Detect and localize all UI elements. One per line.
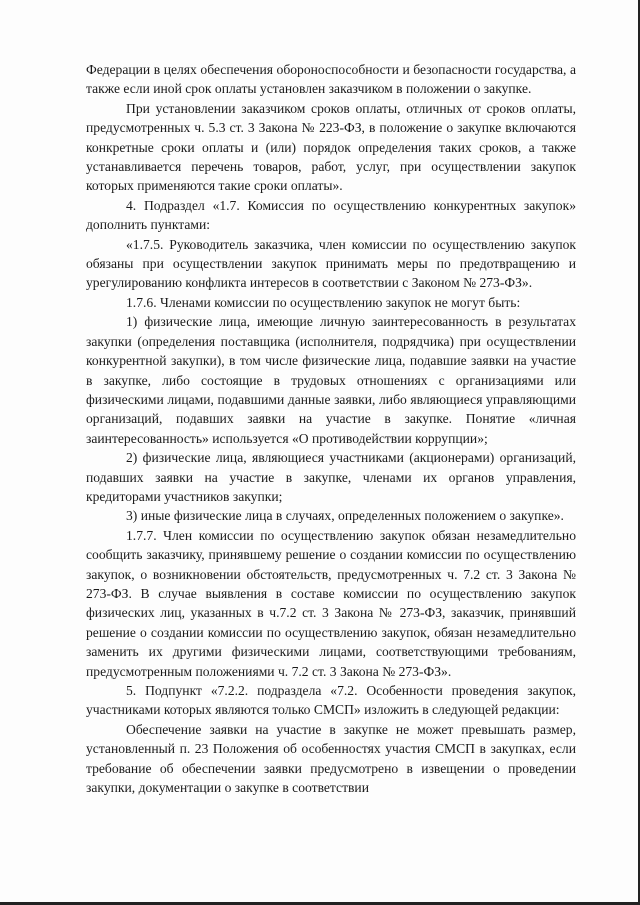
paragraph: Федерации в целях обеспечения обороноспособности и безопасности государства, а также если иной срок оплаты установлен заказчиком в положении о закупке. bbox=[86, 62, 576, 97]
paragraph: 2) физические лица, являющиеся участниками (акционерами) организаций, подавших заявки на участие в закупке, членами их органов управления, кредиторами участников закупки; bbox=[86, 450, 576, 504]
paragraph: 5. Подпункт «7.2.2. подраздела «7.2. Особенности проведения закупок, участниками которых являются только СМСП» изложить в следующей редакции: bbox=[86, 683, 576, 718]
paragraph: «1.7.5. Руководитель заказчика, член комиссии по осуществлению закупок обязаны при осуществлении закупок принимать меры по предотвращению и урегулированию конфликта интересов в соответствии с Законом № 273-ФЗ». bbox=[86, 236, 576, 291]
paragraph: 1) физические лица, имеющие личную заинтересованность в результатах закупки (определения поставщика (исполнителя, подрядчика) при осуществлении конкурентной закупки), в том числе физические лица, подавшие заявки на участие в закупке, либо состоящие в трудовых отношениях с организациями или физическими лицами, подавшими данные заявки, либо являющиеся управляющими организаций, подавших заявки на участие в закупке. Понятие «личная заинтересованность» используется «О противодействии коррупции»; bbox=[86, 314, 576, 446]
paragraph: 4. Подраздел «1.7. Комиссия по осуществлению конкурентных закупок» дополнить пунктами: bbox=[86, 197, 576, 233]
paragraph: Обеспечение заявки на участие в закупке не может превышать размер, установленный п. 23 Положения об особенностях участия СМСП в закупках, если требование об обеспечении заявки предусмотрено в извещении о проведении закупки, документации о закупке в соответствии bbox=[86, 721, 576, 796]
paragraph: 3) иные физические лица в случаях, определенных положением о закупке». bbox=[126, 508, 564, 524]
paragraph: При установлении заказчиком сроков оплаты, отличных от сроков оплаты, предусмотренных ч. 5.3 ст. 3 Закона № 223-ФЗ, в положение о закупке включаются конкретные сроки оплаты и (или) порядок определения таких сроков, а также устанавливается перечень товаров, работ, услуг, при осуществлении закупок которых применяются такие сроки оплаты». bbox=[86, 100, 576, 194]
document-body bbox=[86, 60, 576, 797]
paragraph: 1.7.7. Член комиссии по осуществлению закупок обязан незамедлительно сообщить заказчику, принявшему решение о создании комиссии по осуществлению закупок, о возникновении обстоятельств, предусмотренных ч. 7.2 ст. 3 Закона № 273-ФЗ. В случае выявления в составе комиссии по осуществлению закупок физических лиц, указанных в ч.7.2 ст. 3 Закона № 273-ФЗ, заказчик, принявший решение о создании комиссии по осуществлению закупок, обязан незамедлительно заменить их другими физическими лицами, соответствующими требованиям, предусмотренным положениями ч. 7.2 ст. 3 Закона № 273-ФЗ». bbox=[86, 527, 576, 679]
paragraph: 1.7.6. Членами комиссии по осуществлению закупок не могут быть: bbox=[126, 294, 521, 310]
